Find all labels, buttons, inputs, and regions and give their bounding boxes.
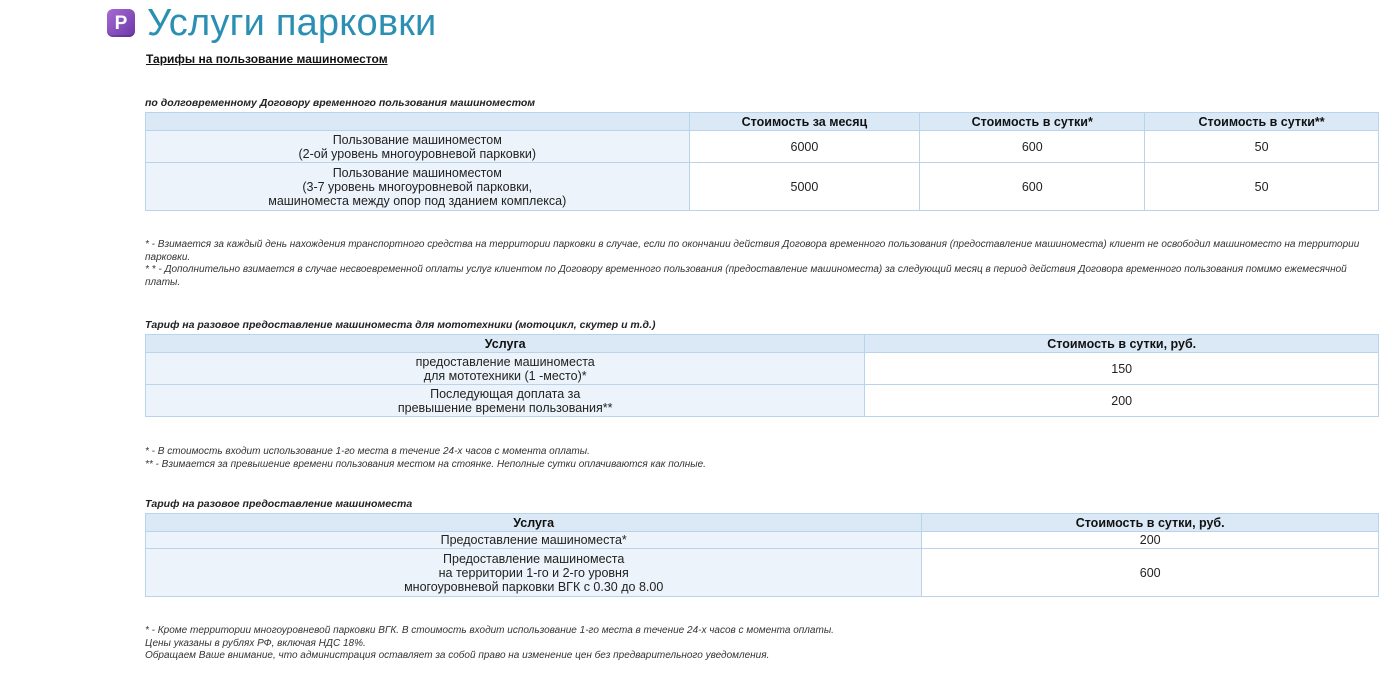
column-header-month-price: Стоимость за месяц <box>689 113 920 131</box>
footnote: Цены указаны в рублях РФ, включая НДС 18%. <box>145 637 366 649</box>
table-row <box>146 353 1379 385</box>
table-header-row <box>146 113 1379 131</box>
column-header-service: Услуга <box>146 514 922 532</box>
moto-tariff-section <box>145 319 1379 417</box>
moto-tariff-notes <box>145 446 1379 471</box>
long-term-tariff-caption: по долговременному Договору временного пользования машиноместом <box>145 97 536 109</box>
single-tariff-notes <box>145 625 1379 663</box>
price-cell: 200 <box>922 532 1379 549</box>
column-header-day-price: Стоимость в сутки, руб. <box>922 514 1379 532</box>
parking-logo-icon: P <box>107 9 135 37</box>
service-cell: Пользование машиноместом (3-7 уровень многоуровневой парковки, машиноместа между опор под зданием комплекса) <box>146 163 690 211</box>
footnote: * - Кроме территории многоуровневой парковки ВГК. В стоимость входит использование 1-го места в течение 24-х часов с момента оплаты. <box>145 625 834 636</box>
price-cell: 150 <box>865 353 1379 385</box>
day-price-1-cell: 600 <box>920 131 1145 163</box>
long-term-tariff-notes <box>145 239 1379 289</box>
page-subtitle: Тарифы на пользование машиноместом <box>146 52 388 66</box>
column-header-day-price: Стоимость в сутки, руб. <box>865 335 1379 353</box>
column-header-day-price-2: Стоимость в сутки** <box>1145 113 1379 131</box>
page-header <box>107 0 436 46</box>
table-header-row <box>146 335 1379 353</box>
price-cell: 200 <box>865 385 1379 417</box>
single-tariff-table <box>145 513 1379 597</box>
month-price-cell: 5000 <box>689 163 920 211</box>
footnote: Обращаем Ваше внимание, что администрация оставляет за собой право на изменение цен без предварительного уведомления. <box>145 650 770 661</box>
single-tariff-section <box>145 498 1379 597</box>
long-term-tariff-table <box>145 112 1379 211</box>
service-cell: Предоставление машиноместа на территории 1-го и 2-го уровня многоуровневой парковки ВГК с 0.30 до 8.00 <box>146 549 922 597</box>
table-row <box>146 385 1379 417</box>
service-cell: Предоставление машиноместа* <box>146 532 922 549</box>
moto-tariff-caption: Тариф на разовое предоставление машиноместа для мототехники (мотоцикл, скутер и т.д.) <box>145 319 656 331</box>
table-row <box>146 131 1379 163</box>
day-price-2-cell: 50 <box>1145 163 1379 211</box>
footnote: * - Взимается за каждый день нахождения транспортного средства на территории парковки в случае, если по окончании действия Договора временного пользования (предоставление машиноместа) клиент не освободил машиноместо на территории парковки. <box>145 239 1360 263</box>
table-row <box>146 532 1379 549</box>
table-row <box>146 549 1379 597</box>
column-header-day-price-1: Стоимость в сутки* <box>920 113 1145 131</box>
day-price-2-cell: 50 <box>1145 131 1379 163</box>
price-cell: 600 <box>922 549 1379 597</box>
service-cell: Последующая доплата за превышение времени пользования** <box>146 385 865 417</box>
service-cell: предоставление машиноместа для мототехники (1 -место)* <box>146 353 865 385</box>
page-title: Услуги парковки <box>147 2 437 44</box>
footnote: * * - Дополнительно взимается в случае несвоевременной оплаты услуг клиентом по Договору временного пользования (предоставление машиноместа) за следующий месяц в период действия Договора временного пользования помимо ежемесячной платы. <box>145 264 1347 288</box>
service-cell: Пользование машиноместом (2-ой уровень многоуровневой парковки) <box>146 131 690 163</box>
single-tariff-caption: Тариф на разовое предоставление машиноместа <box>145 498 413 510</box>
footnote: ** - Взимается за превышение времени пользования местом на стоянке. Неполные сутки оплачиваются как полные. <box>145 458 706 470</box>
table-header-row <box>146 514 1379 532</box>
column-header-service: Услуга <box>146 335 865 353</box>
month-price-cell: 6000 <box>689 131 920 163</box>
day-price-1-cell: 600 <box>920 163 1145 211</box>
table-row <box>146 163 1379 211</box>
footnote: * - В стоимость входит использование 1-го места в течение 24-х часов с момента оплаты. <box>145 446 590 457</box>
long-term-tariff-section <box>145 97 1379 211</box>
moto-tariff-table <box>145 334 1379 417</box>
column-header-service <box>146 113 690 131</box>
